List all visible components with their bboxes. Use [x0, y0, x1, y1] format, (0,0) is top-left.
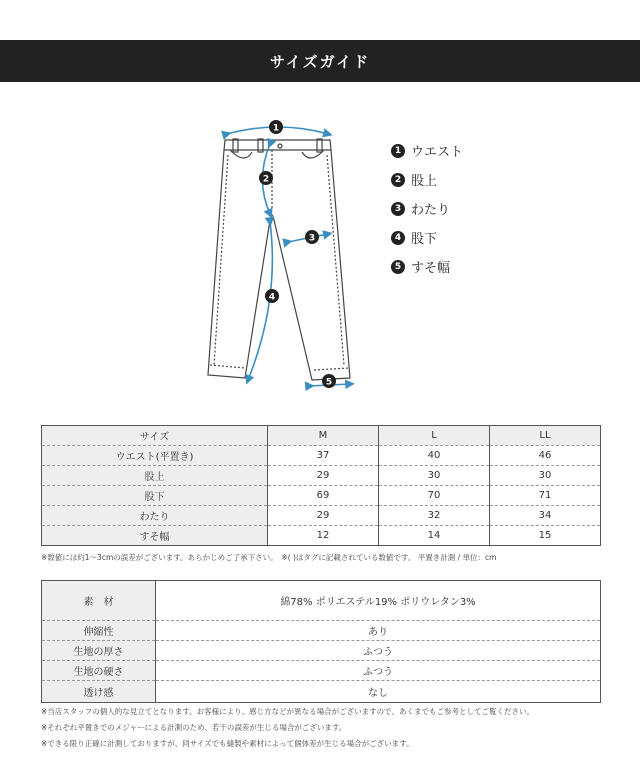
row-label: 股下: [42, 486, 268, 506]
table-cell: 70: [379, 486, 490, 506]
table-row: [42, 506, 601, 526]
legend-label: すそ幅: [411, 261, 451, 276]
legend-label: わたり: [411, 203, 451, 218]
table-cell: なし: [156, 681, 601, 703]
pants-diagram: [200, 110, 370, 400]
legend-item-rise: [391, 165, 463, 194]
footnote: ※できる限り正確に計測しておりますが、同サイズでも縫製や素材によって個体差が生じる場合がございます。: [41, 739, 414, 748]
row-label: 素 材: [42, 581, 156, 621]
table-cell: 34: [490, 506, 601, 526]
table-row: [42, 446, 601, 466]
table-cell: 30: [379, 466, 490, 486]
legend-label: ウエスト: [411, 145, 464, 160]
row-label: ウエスト(平置き): [42, 446, 268, 466]
table-row: [42, 581, 601, 621]
marker-1: [269, 120, 283, 134]
size-table: [41, 425, 601, 546]
legend-number: 4: [391, 231, 405, 245]
table-row: [42, 466, 601, 486]
footnote: ※それぞれ平置きでのメジャーによる計測のため、若干の誤差が生じる場合がございます。: [41, 723, 347, 732]
table-cell: 14: [379, 526, 490, 546]
table-row: [42, 486, 601, 506]
pants-outline: [208, 139, 350, 380]
header-cell: L: [379, 426, 490, 446]
table-row: [42, 641, 601, 661]
marker-2: [259, 171, 273, 185]
header-cell: サイズ: [42, 426, 268, 446]
table-row: [42, 526, 601, 546]
svg-text:5: 5: [325, 377, 333, 388]
row-label: 伸縮性: [42, 621, 156, 641]
svg-text:4: 4: [268, 292, 276, 303]
legend-number: 2: [391, 173, 405, 187]
table-cell: ふつう: [156, 661, 601, 681]
table-row: [42, 621, 601, 641]
row-label: 股上: [42, 466, 268, 486]
legend-item-thigh: [391, 194, 463, 223]
row-label: 生地の厚さ: [42, 641, 156, 661]
legend-label: 股下: [411, 232, 438, 247]
table-cell: 40: [379, 446, 490, 466]
table-cell: あり: [156, 621, 601, 641]
table-cell: 15: [490, 526, 601, 546]
svg-text:1: 1: [272, 123, 280, 134]
legend-number: 3: [391, 202, 405, 216]
table-cell: 46: [490, 446, 601, 466]
table-row: [42, 661, 601, 681]
page-title: サイズガイド: [0, 40, 640, 82]
svg-text:3: 3: [308, 233, 316, 244]
size-table-header: [42, 426, 601, 446]
legend-item-waist: [391, 136, 463, 165]
table-cell: ふつう: [156, 641, 601, 661]
table-cell: 30: [490, 466, 601, 486]
row-label: 生地の硬さ: [42, 661, 156, 681]
measurement-legend: [391, 136, 463, 281]
table-row: [42, 681, 601, 703]
svg-text:2: 2: [262, 174, 270, 185]
table-cell: 12: [268, 526, 379, 546]
legend-item-inseam: [391, 223, 463, 252]
table-cell: 71: [490, 486, 601, 506]
marker-5: [322, 374, 336, 388]
legend-number: 5: [391, 260, 405, 274]
marker-3: [305, 230, 319, 244]
marker-4: [265, 289, 279, 303]
table-cell: 綿78% ポリエステル19% ポリウレタン3%: [156, 581, 601, 621]
row-label: わたり: [42, 506, 268, 526]
size-note: ※数値には約1～3cmの誤差がございます。あらかじめご了承下さい。 ※( )はタグに記載されている数値です。 平置き計測 / 単位：cm: [41, 553, 497, 562]
legend-label: 股上: [411, 174, 438, 189]
legend-number: 1: [391, 144, 405, 158]
footnote: ※当店スタッフの個人的な見立てとなります。お客様により、感じ方などが異なる場合がございますので、あくまでもご参考としてご覧ください。: [41, 707, 535, 716]
row-label: 透け感: [42, 681, 156, 703]
table-cell: 29: [268, 466, 379, 486]
table-cell: 32: [379, 506, 490, 526]
legend-item-hem: [391, 252, 463, 281]
row-label: すそ幅: [42, 526, 268, 546]
table-cell: 29: [268, 506, 379, 526]
header-cell: M: [268, 426, 379, 446]
table-cell: 69: [268, 486, 379, 506]
table-cell: 37: [268, 446, 379, 466]
header-cell: LL: [490, 426, 601, 446]
material-table: [41, 580, 601, 703]
